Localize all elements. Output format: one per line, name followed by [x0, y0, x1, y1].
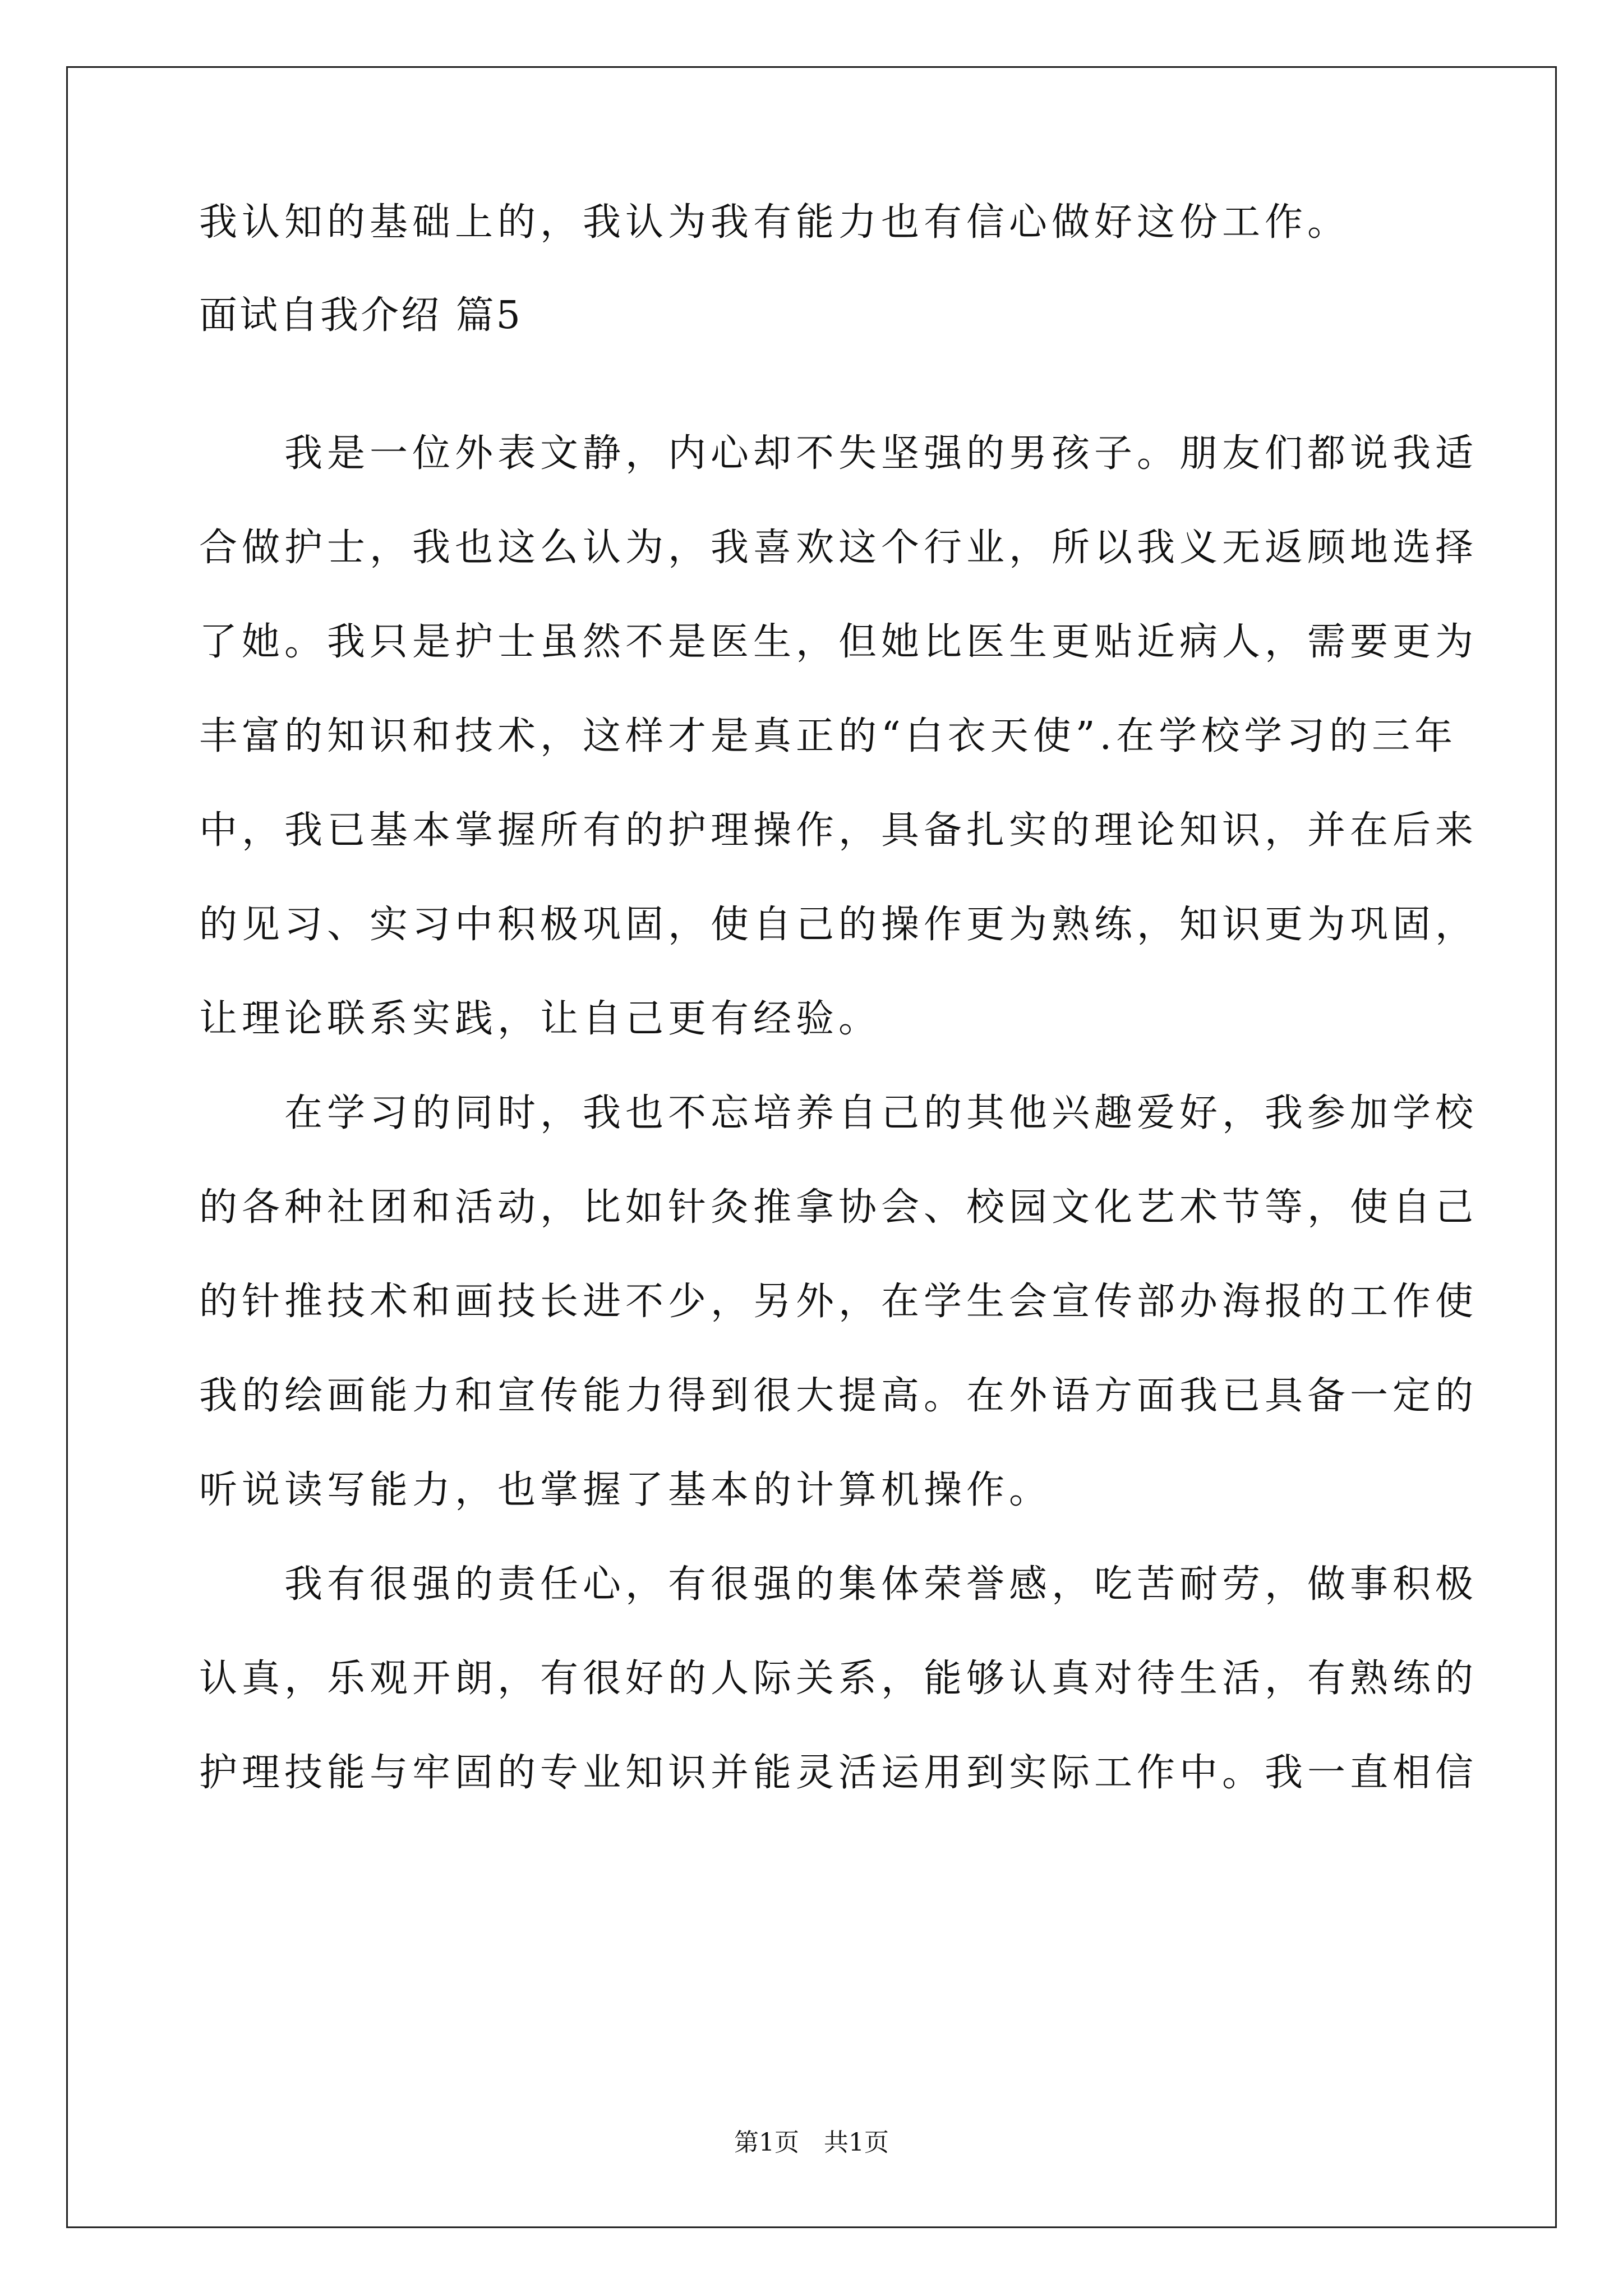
text-line: 我的绘画能力和宣传能力得到很大提高。在外语方面我已具备一定的 [199, 1374, 1478, 1418]
section-heading: 面试自我介绍 篇5 [199, 293, 523, 338]
text-line: 的各种社团和活动，比如针灸推拿协会、校园文化艺术节等，使自己 [199, 1185, 1478, 1230]
text-line: 的针推技术和画技长进不少，另外，在学生会宣传部办海报的工作使 [199, 1280, 1478, 1324]
text-line: 在学习的同时，我也不忘培养自己的其他兴趣爱好，我参加学校 [199, 1091, 1478, 1135]
text-line: 合做护士，我也这么认为，我喜欢这个行业，所以我义无返顾地选择 [199, 526, 1478, 570]
text-line: 的见习、实习中积极巩固，使自己的操作更为熟练，知识更为巩固， [199, 903, 1478, 947]
page-number-footer: 第1页 共1页 [734, 2128, 889, 2157]
text-line: 我认知的基础上的，我认为我有能力也有信心做好这份工作。 [199, 200, 1350, 245]
text-line: 我是一位外表文静，内心却不失坚强的男孩子。朋友们都说我适 [199, 431, 1478, 476]
text-line: 了她。我只是护士虽然不是医生，但她比医生更贴近病人，需要更为 [199, 620, 1478, 664]
text-line: 我有很强的责任心，有很强的集体荣誉感，吃苦耐劳，做事积极 [199, 1562, 1478, 1607]
text-line: 认真，乐观开朗，有很好的人际关系，能够认真对待生活，有熟练的 [199, 1657, 1478, 1701]
page-border [66, 66, 1557, 2228]
text-line: 丰富的知识和技术，这样才是真正的“白衣天使”.在学校学习的三年 [199, 714, 1458, 758]
text-line: 听说读写能力，也掌握了基本的计算机操作。 [199, 1468, 1052, 1512]
text-line: 护理技能与牢固的专业知识并能灵活运用到实际工作中。我一直相信 [199, 1751, 1478, 1795]
text-line: 中，我已基本掌握所有的护理操作，具备扎实的理论知识，并在后来 [199, 808, 1478, 853]
text-line: 让理论联系实践，让自己更有经验。 [199, 997, 882, 1041]
